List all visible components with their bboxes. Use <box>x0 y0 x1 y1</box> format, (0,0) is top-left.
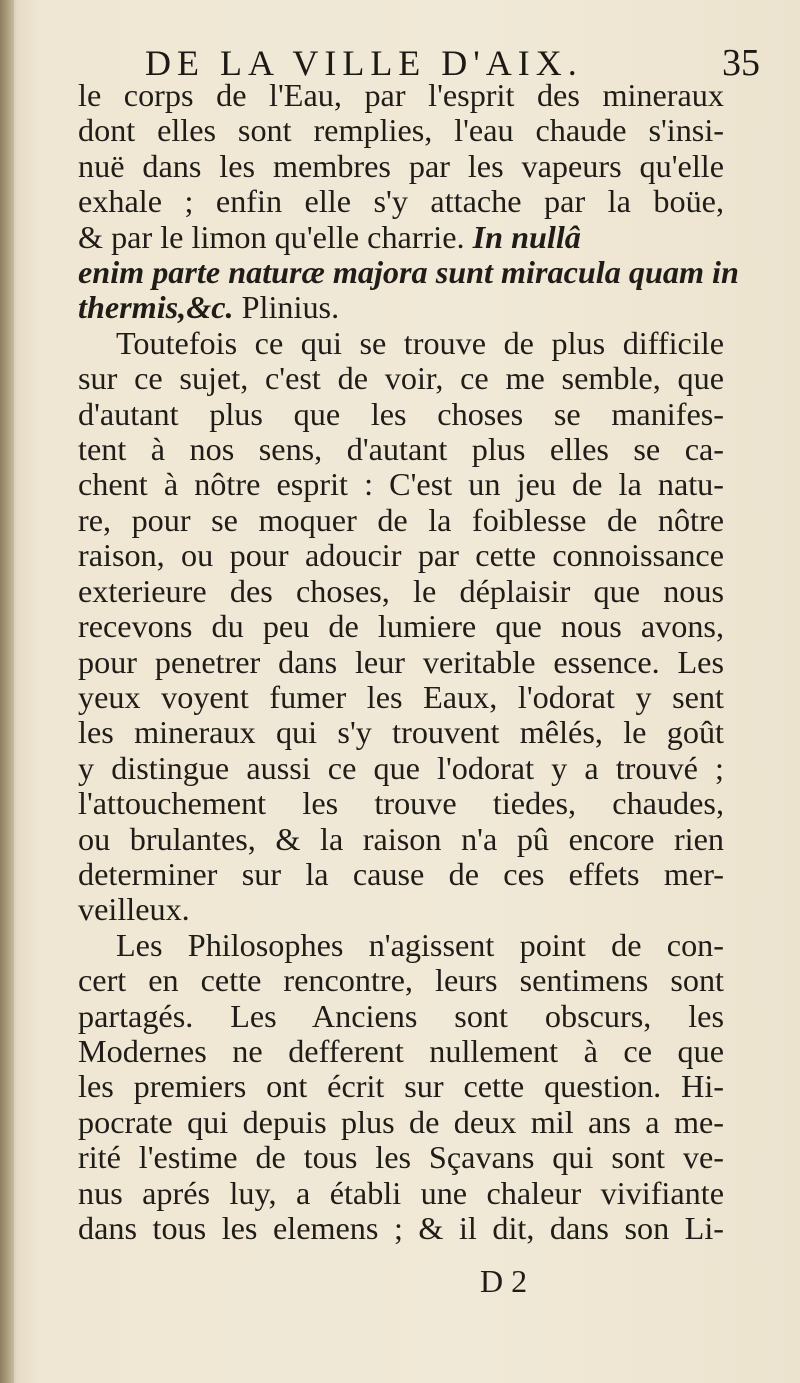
latin-quote: thermis,&c. <box>78 289 234 326</box>
text-line: raison, ou pour adoucir par cette connoissance <box>78 537 724 574</box>
text-line <box>78 220 724 255</box>
text-line: veilleux. <box>78 891 190 928</box>
text-line: exterieure des choses, le déplaisir que nous <box>78 572 724 609</box>
body-text <box>78 77 739 1246</box>
page-number: 35 <box>722 42 760 84</box>
text-line: chent à nôtre esprit : C'est un jeu de la natu- <box>78 466 724 503</box>
page-gutter <box>0 0 14 1383</box>
text-line: Les Philosophes n'agissent point de con- <box>116 926 724 963</box>
text-line: dans tous les elemens ; & il dit, dans son Li- <box>78 1210 724 1246</box>
text-line: cert en cette rencontre, leurs sentimens sont <box>78 962 724 999</box>
text-line: dont elles sont remplies, l'eau chaude s'insi- <box>78 112 724 149</box>
text-line: pocrate qui depuis plus de deux mil ans a me- <box>78 1103 724 1140</box>
text-line: nus aprés luy, a établi une chaleur vivifiante <box>78 1174 724 1211</box>
text-line: re, pour se moquer de la foiblesse de nôtre <box>78 501 724 538</box>
text-line: d'autant plus que les choses se manifes- <box>78 395 724 432</box>
text-roman: & par le limon qu'elle charrie. <box>78 218 473 255</box>
running-title: DE LA VILLE D'AIX. <box>145 43 583 83</box>
latin-quote: In nullâ <box>472 218 581 255</box>
text-line: tent à nos sens, d'autant plus elles se ca- <box>78 431 724 468</box>
text-line: yeux voyent fumer les Eaux, l'odorat y sent <box>78 678 724 715</box>
text-line <box>78 290 724 325</box>
text-line: ou brulantes, & la raison n'a pû encore rien <box>78 820 724 857</box>
text-line: pour penetrer dans leur veritable essence. Les <box>78 643 724 680</box>
text-line: le corps de l'Eau, par l'esprit des mineraux <box>78 77 724 113</box>
latin-quote: enim parte naturæ majora sunt miracula quam in <box>78 254 739 291</box>
text-line: sur ce sujet, c'est de voir, ce me semble, que <box>78 360 724 397</box>
text-line <box>78 254 739 291</box>
signature-mark: D 2 <box>480 1263 528 1299</box>
text-line: y distingue aussi ce que l'odorat y a trouvé ; <box>78 749 724 786</box>
text-roman: Plinius. <box>233 289 340 326</box>
text-line: Toutefois ce qui se trouve de plus difficile <box>116 324 724 361</box>
text-line: rité l'estime de tous les Sçavans qui sont ve- <box>78 1139 724 1176</box>
text-line: Modernes ne defferent nullement à ce que <box>78 1032 724 1069</box>
text-line: partagés. Les Anciens sont obscurs, les <box>78 997 724 1034</box>
text-line: les premiers ont écrit sur cette question. Hi- <box>78 1068 724 1105</box>
text-line: exhale ; enfin elle s'y attache par la boüe, <box>78 183 724 220</box>
text-line: l'attouchement les trouve tiedes, chaudes, <box>78 785 724 822</box>
text-line: recevons du peu de lumiere que nous avons, <box>78 608 724 645</box>
text-line: les mineraux qui s'y trouvent mêlés, le goût <box>78 714 724 751</box>
text-line: nuë dans les membres par les vapeurs qu'elle <box>78 147 724 184</box>
text-line: determiner sur la cause de ces effets mer- <box>78 855 724 892</box>
